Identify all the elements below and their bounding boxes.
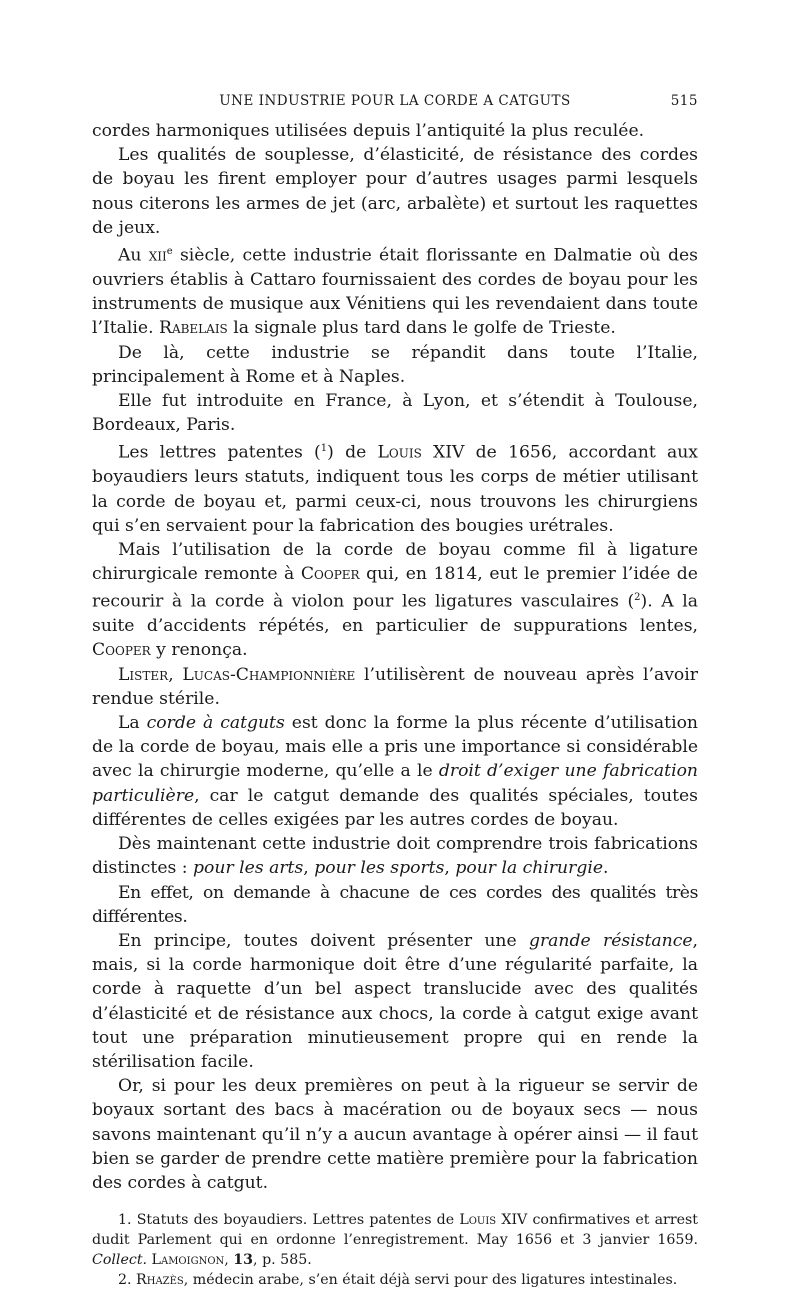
footnote-ref: 2 bbox=[634, 592, 641, 604]
paragraph: En effet, on demande à chacune de ces cordes des qualités très différentes. bbox=[92, 882, 698, 927]
footnotes bbox=[92, 1211, 698, 1290]
paragraph: Les qualités de souplesse, d’élasticité, de résistance des cordes de boyau les firent employer pour d’autres usages parmi lesquels nous citerons les armes de jet (arc, arbalète) et surtout les raquettes de jeux. bbox=[92, 145, 698, 238]
paragraph: La corde à catguts est donc la forme la plus récente d’utilisation de la corde de boyau, mais elle a pris une importance si considérable avec la chirurgie moderne, qu’elle a le droit d’exiger une fabrication particulière, car le catgut demande des qualités spéciales, toutes différentes de celles exigées par les autres cordes de boyau. bbox=[92, 713, 699, 830]
paragraph: Lister, Lucas-Championnière l’utilisèrent de nouveau après l’avoir rendue stérile. bbox=[92, 664, 698, 709]
paragraph: Mais l’utilisation de la corde de boyau comme fil à ligature chirurgicale remonte à Cooper qui, en 1814, eut le premier l’idée de recourir à la corde à violon pour les ligatures vasculaires ($^2$). A la suite d’accidents répétés, en particulier de suppurations lentes, Cooper y renonça. bbox=[92, 539, 698, 661]
paragraph: En principe, toutes doivent présenter une grande résistance, mais, si la corde harmonique doit être d’une régularité parfaite, la corde à raquette d’un bel aspect translucide avec des qualités d’élasticité et de résistance aux chocs, la corde à catgut exige avant tout une préparation minutieusement propre qui en rende la stérilisation facile. bbox=[92, 930, 698, 1072]
body-text bbox=[92, 119, 698, 1195]
author-name: Rabelais bbox=[159, 318, 228, 339]
paragraph: Dès maintenant cette industrie doit comprendre trois fabrications distinctes : pour les arts, pour les sports, pour la chirurgie. bbox=[92, 834, 698, 879]
paragraph: Les lettres patentes ($^1$) de Louis XIV de 1656, accordant aux boyaudiers leurs statuts, indiquent tous les corps de métier utilisant la corde de boyau et, parmi ceux-ci, nous trouvons les chirurgiens qui s’en servaient pour la fabrication des bougies urétrales. bbox=[92, 443, 699, 536]
century-numeral: xii bbox=[148, 245, 167, 266]
paragraph: Or, si pour les deux premières on peut à la rigueur se servir de boyaux sortant des bacs à macération ou de boyaux secs — nous savons maintenant qu’il n’y a aucun avantage à opérer ainsi — il faut bien se garder de prendre cette matière première pour la fabrication des cordes à catgut. bbox=[92, 1076, 698, 1193]
page-number: 515 bbox=[670, 93, 698, 109]
paragraph: Elle fut introduite en France, à Lyon, et s’étendit à Toulouse, Bordeaux, Paris. bbox=[92, 390, 698, 436]
paragraph: Au xii$^e$ siècle, cette industrie était florissante en Dalmatie où des ouvriers établis à Cattaro fournissaient des cordes de boyau pour les instruments de musique aux Vénitiens qui les revendaient dans toute l’Italie. Rabelais la signale plus tard dans le golfe de Trieste. bbox=[92, 245, 698, 339]
paragraph: cordes harmoniques utilisées depuis l’antiquité la plus reculée. bbox=[92, 121, 645, 141]
footnote-ref: 1 bbox=[320, 443, 328, 455]
running-title: UNE INDUSTRIE POUR LA CORDE A CATGUTS bbox=[219, 93, 571, 109]
book-page bbox=[92, 93, 698, 1290]
paragraph: De là, cette industrie se répandit dans toute l’Italie, principalement à Rome et à Naples. bbox=[92, 342, 698, 387]
footnote-1: 1. Statuts des boyaudiers. Lettres patentes de Louis XIV confirmatives et arrest dudit Parlement qui en ordonne l’enregistrement. May 1656 et 3 janvier 1659. Collect. Lamoignon, 13, p. 585. bbox=[92, 1212, 699, 1268]
running-head bbox=[92, 93, 698, 119]
footnote-2: 2. Rhazès, médecin arabe, s’en était déjà servi pour des ligatures intestinales. bbox=[118, 1271, 678, 1288]
